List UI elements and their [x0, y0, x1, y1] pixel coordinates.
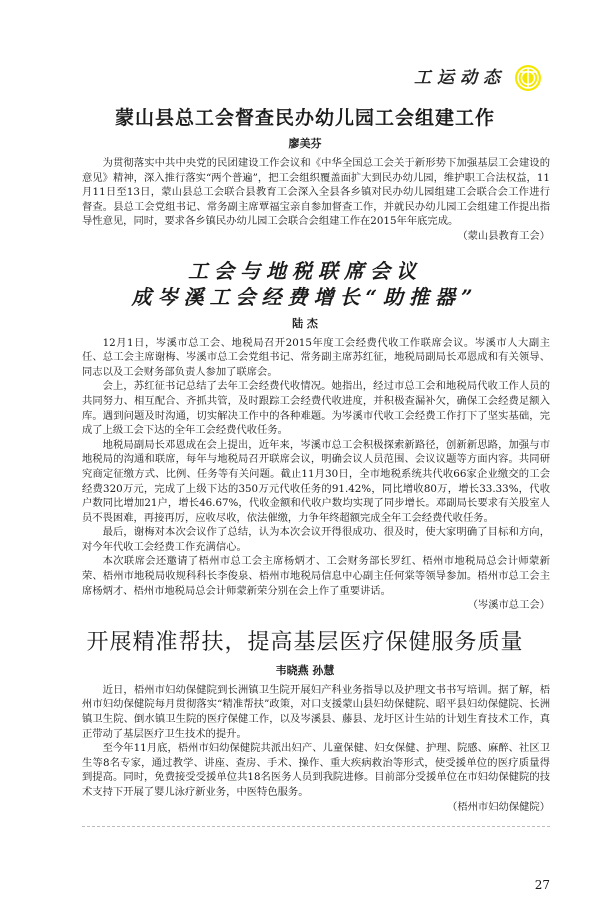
article-2-title-line-2: 成岑溪工会经费增长“助推器” — [131, 284, 479, 309]
article-2-author: 陆 杰 — [292, 316, 318, 330]
section-header — [82, 64, 542, 92]
paragraph: 12月1日，岑溪市总工会、地税局召开2015年度工会经费代收工作联席会议。岑溪市人大副主任、总工会主席谢梅、岑溪市总工会党组书记、常务副主席苏红征，地税局副局长邓恩成和有关领导、同志以及工会财务部负责人参加了联席会。 — [82, 336, 550, 378]
paragraph: 为贯彻落实中共中央党的民团建设工作会议和《中华全国总工会关于新形势下加强基层工会建设的意见》精神，深入推行落实“两个普遍”，把工会组织覆盖面扩大到民办幼儿园，维护职工合法权益，11月11日至13日，蒙山县总工会联合县教育工会深入全县各乡镇对民办幼儿园组建工会联合会工作进行督查。县总工会党组书记、常务副主席覃福宝亲自参加督查工作，并就民办幼儿园工会组建工作提出指导性意见，同时，要求各乡镇民办幼儿园工会联合会组建工作在2015年年底完成。 — [82, 157, 550, 228]
article-3-body — [82, 683, 550, 814]
article-1-author: 廖美芬 — [288, 137, 322, 150]
paragraph: 最后，谢梅对本次会议作了总结，认为本次会议开得很成功、很及时，使大家明确了目标和方向，对今年代收工会经费工作充满信心。 — [82, 526, 550, 553]
article-3-author: 韦晓燕 孙慧 — [275, 663, 335, 677]
article-1-body — [82, 156, 550, 244]
article-3-title: 开展精准帮扶，提高基层医疗保健服务质量 — [86, 629, 524, 655]
trade-union-emblem-icon — [514, 64, 542, 92]
article-2-body — [82, 336, 550, 613]
section-tag: 工运动态 — [414, 68, 506, 88]
paragraph: 本次联席会还邀请了梧州市总工会主席杨炳才、工会财务部长罗红、梧州市地税局总会计师蒙新荣、梧州市地税局收规科科长李俊泉、梧州市地税局信息中心副主任何棠等领导参加。梧州市总工会主席杨炳才、梧州市地税局总会计师蒙新荣分别在会上作了重要讲话。 — [82, 555, 550, 597]
article-2-title-line-1: 工会与地税联席会议 — [188, 258, 422, 283]
page-number: 27 — [534, 878, 550, 893]
paragraph: 近日，梧州市妇幼保健院到长洲镇卫生院开展妇产科业务指导以及护理文书书写培训。据了解，梧州市妇幼保健院每月贯彻落实“精准帮扶”政策，对口支援蒙山县妇幼保健院、昭平县妇幼保健院、长洲镇卫生院、倒水镇卫生院的医疗保健工作，以及岑溪县、藤县、龙圩区计生站的计划生育技术工作，真正带动了基层医疗卫生技术的提升。 — [82, 683, 550, 740]
article-2-title — [60, 258, 550, 310]
article-2-source: （岑溪市总工会） — [467, 599, 550, 612]
paragraph: 会上，苏红征书记总结了去年工会经费代收情况。她指出，经过市总工会和地税局代收工作人员的共同努力、相互配合、齐抓共管，及时跟踪工会经费代收进度，并积极查漏补欠，确保工会经费足额入库。遇到问题及时沟通，切实解决工作中的各种难题。为岑溪市代收工会经费工作打下了坚实基础，完成了上级工会下达的全年工会经费代收任务。 — [82, 380, 550, 437]
paragraph: 至今年11月底，梧州市妇幼保健院共派出妇产、儿童保健、妇女保健、护理、院感、麻醉、社区卫生等8名专家，通过教学、讲座、查房、手术、操作、重大疾病救治等形式，使受援单位的医疗质量得到提高。同时，免费接受受援单位共18名医务人员到我院进修。目前部分受援单位在市妇幼保健院的技术支持下开展了婴儿泳疗新业务，中医特色服务。 — [82, 742, 550, 798]
article-3-source: （梧州市妇幼保健院） — [447, 800, 550, 813]
article-1-title: 蒙山县总工会督查民办幼儿园工会组建工作 — [114, 107, 495, 129]
paragraph: 地税局副局长邓恩成在会上提出，近年来，岑溪市总工会积极探索新路径，创新新思路，加强与市地税局的沟通和联席，每年与地税局召开联席会议，明确会议人员范围、会议议题等方面内容。共同研究商定征缴方式、比例、任务等有关问题。截止11月30日，全市地税系统共代收66家企业缴交的工会经费320万元，完成了上级下达的350万元代收任务的91.42%，同比增收80万，增长33.33%，代收户数同比增加21户，增长46.67%，代收金额和代收户数均实现了同步增长。邓副局长要求有关股室人员不畏困难，再接再厉，应收尽收，依法催缴，力争年终超额完成全年工会经费代收任务。 — [82, 438, 550, 524]
article-1-source: （蒙山县教育工会） — [457, 229, 550, 242]
